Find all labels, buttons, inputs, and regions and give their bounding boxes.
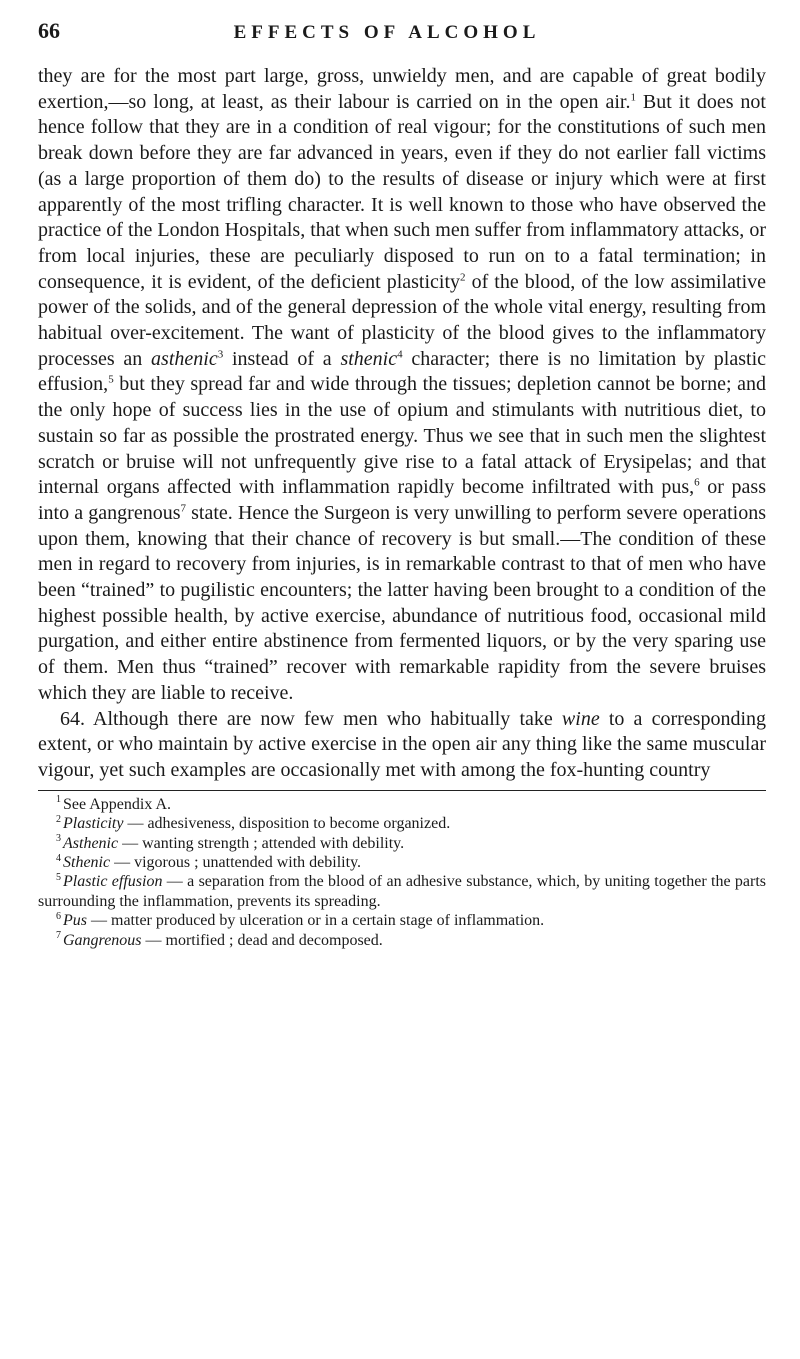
footnote: $^5$ Plastic effusion — a separation from the blood of an adhesive substance, which, by uniting together the parts surrounding the inflammation, prevents its spreading. — [38, 871, 767, 910]
footnote: $^3$ Asthenic — wanting strength ; attended with debility. — [56, 833, 405, 852]
page-number: 66 — [38, 18, 60, 43]
footnote-divider — [38, 790, 766, 791]
page-header — [38, 18, 766, 58]
footnote: $^2$ Plasticity — adhesiveness, disposition to become organized. — [56, 813, 451, 833]
paragraph: they are for the most part large, gross, unwieldy men, and are capable of great bodily exertion,—so long, at least, as their labour is carried on in the open air.$^1$ But it does not hence follow that they are in a condition of real vigour; for the constitutions of such men break down before they are far advanced in years, even if they do not earlier fall victims (as a large proportion of them do) to the results of disease or injury which were at first apparently of the most trifling character. It is well known to those who have observed the practice of the London Hospitals, that when such men suffer from inflammatory attacks, or from local injuries, these are peculiarly disposed to run on to a fatal termination; in consequence, it is evident, of the deficient plasticity$^2$ of the blood, of the low assimilative power of the solids, and of the general depression of the whole vital energy, resulting from habitual over-excitement. The want of plasticity of the blood gives to the inflammatory processes an asthenic$^3$ instead of a sthenic$^4$ character; there is no limitation by plastic effusion,$^5$ but they spread far and wide through the tissues; depletion cannot be borne; and the only hope of success lies in the use of opium and stimulants with nutritious diet, to sustain so far as possible the prostrated energy. Thus we see that in such men the slightest scratch or bruise will not unfrequently give rise to a fatal attack of Erysipelas; and that internal organs affected with inflammation rapidly become infiltrated with pus,$^6$ or pass into a gangrenous$^7$ state. Hence the Surgeon is very unwilling to perform severe operations upon them, knowing that their chance of recovery is but small.—The condition of these men in regard to recovery from injuries, is in remarkable contrast to that of men who have been “trained” to pugilistic encounters; the latter having been brought to a condition of the highest possible health, by active exercise, abundance of nutritious food, occasional mild purgation, and either entire abstinence from fermented liquors, or by the very sparing use of them. Men thus “trained” recover with remarkable rapidity from the severe bruises which they are liable to receive. — [38, 65, 767, 704]
footnote-ref: 5 — [108, 373, 114, 386]
footnote-ref: 1 — [630, 91, 636, 104]
footnotes — [38, 795, 766, 950]
running-head: EFFECTS OF ALCOHOL — [233, 22, 541, 43]
footnote-ref: 6 — [694, 476, 700, 489]
footnote: $^7$ Gangrenous — mortified ; dead and decomposed. — [56, 930, 383, 949]
footnote: $^1$ See Appendix A. — [56, 794, 171, 813]
footnote-ref: 7 — [180, 502, 186, 515]
footnote: $^4$ Sthenic — vigorous ; unattended with debility. — [56, 852, 362, 871]
footnote-ref: 3 — [217, 348, 224, 361]
footnote-ref: 4 — [397, 348, 403, 361]
footnote-ref: 2 — [460, 270, 466, 283]
body-text — [38, 64, 766, 784]
paragraph: 64. Although there are now few men who habitually take wine to a corresponding extent, or who maintain by active exercise in the open air any thing like the same muscular vigour, yet such examples are occasionally met with among the fox-hunting country — [38, 707, 766, 781]
footnote: $^6$ Pus — matter produced by ulceration or in a certain stage of inflammation. — [56, 910, 545, 930]
